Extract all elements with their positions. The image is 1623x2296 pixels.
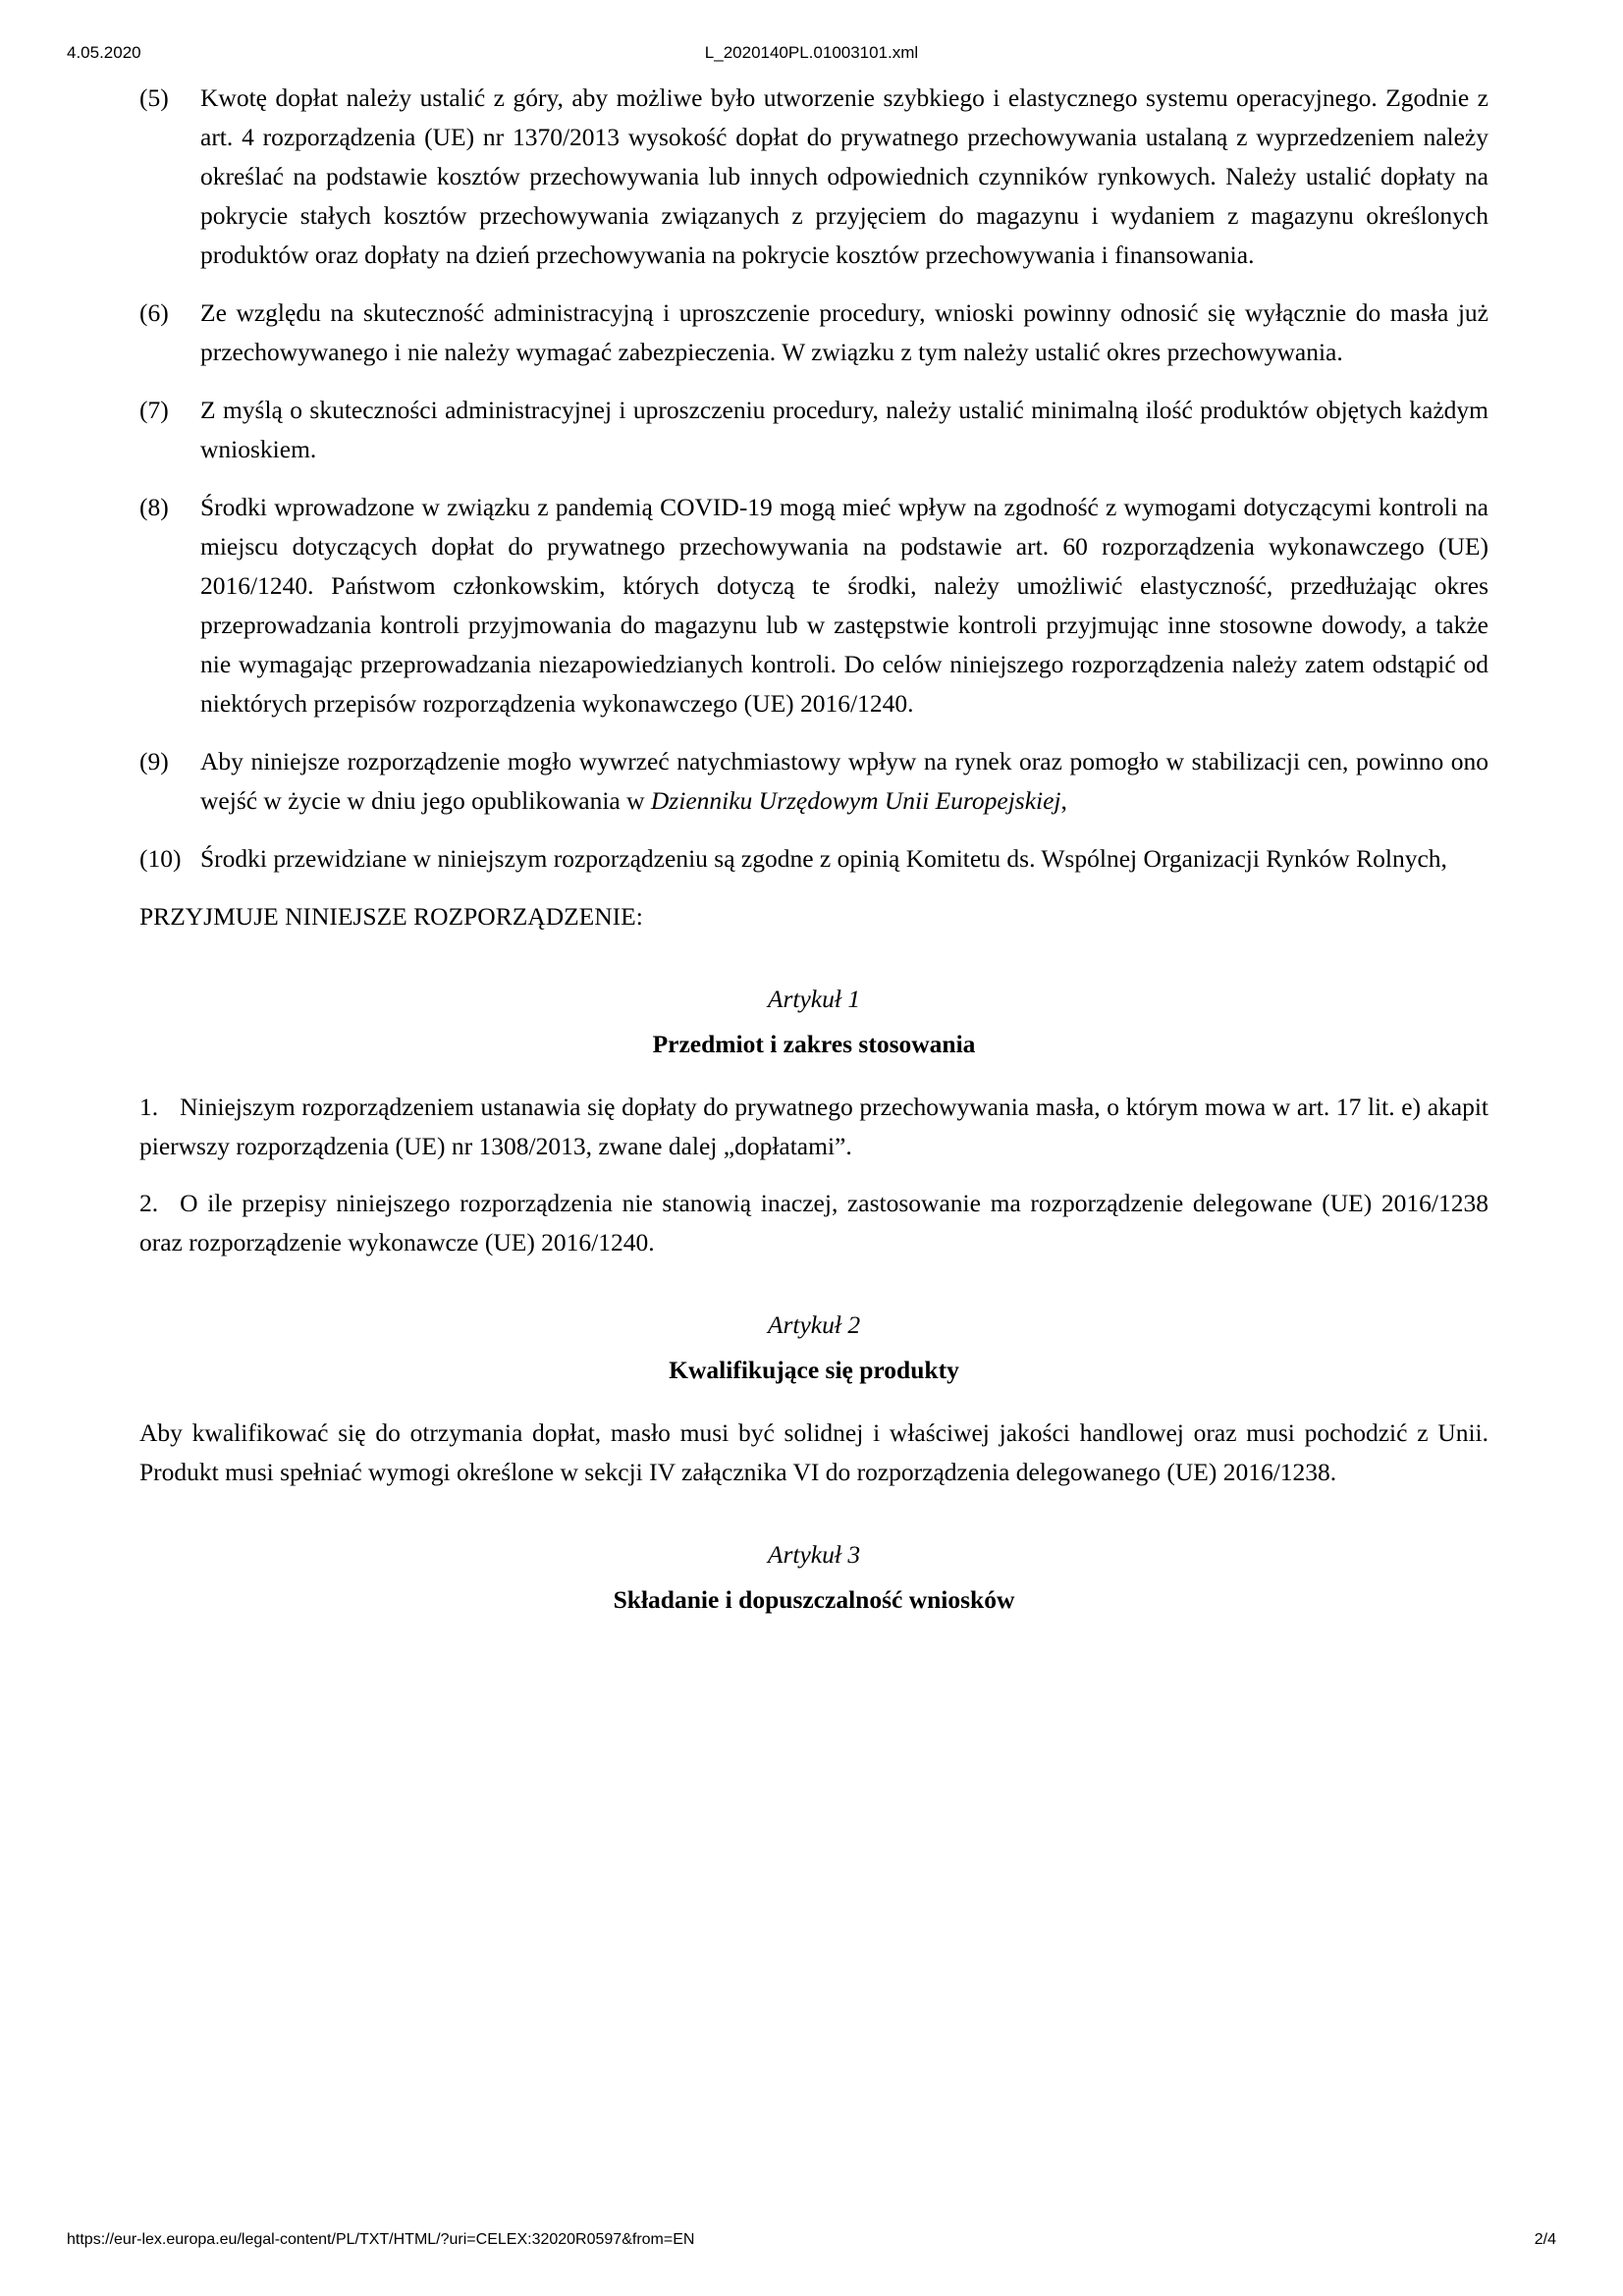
recital-item (139, 79, 1488, 275)
recital-text-before: Aby niniejsze rozporządzenie mogło wywrzeć natychmiastowy wpływ na rynek oraz pomogło w stabilizacji cen, powinno ono wejść w życie w dniu jego opublikowania w (200, 747, 1488, 815)
footer-source-url: https://eur-lex.europa.eu/legal-content/PL/TXT/HTML/?uri=CELEX:32020R0597&from=EN (67, 2231, 695, 2248)
recital-text (200, 742, 1488, 821)
paragraph-text: Niniejszym rozporządzeniem ustanawia się dopłaty do prywatnego przechowywania masła, o którym mowa w art. 17 lit. e) akapit pierwszy rozporządzenia (UE) nr 1308/2013, zwane dalej „dopłatami”. (139, 1093, 1488, 1160)
article-1-title: Artykuł 1 (767, 985, 861, 1013)
recital-text: Środki przewidziane w niniejszym rozporządzeniu są zgodne z opinią Komitetu ds. Wspólnej Organizacji Rynków Rolnych, (200, 844, 1447, 873)
recital-item (139, 391, 1488, 469)
page-header (0, 43, 1623, 65)
recital-item (139, 742, 1488, 821)
article-3-heading: Składanie i dopuszczalność wniosków (613, 1585, 1015, 1614)
article-2-paragraph-1: Aby kwalifikować się do otrzymania dopłat, masło musi być solidnej i właściwej jakości handlowej oraz musi pochodzić z Unii. Produkt musi spełniać wymogi określone w sekcji IV załącznika VI do rozporządzenia delegowanego (UE) 2016/1238. (139, 1418, 1488, 1486)
paragraph-number: 2. (139, 1189, 159, 1217)
recital-text: Z myślą o skuteczności administracyjnej i uproszczeniu procedury, należy ustalić minimalną ilość produktów objętych każdym wnioskiem. (200, 396, 1488, 463)
paragraph-number: 1. (139, 1093, 159, 1121)
recital-item (139, 488, 1488, 723)
recital-number: (8) (139, 493, 169, 521)
article-2-title: Artykuł 2 (767, 1310, 861, 1339)
recital-item (139, 294, 1488, 372)
recital-text: Kwotę dopłat należy ustalić z góry, aby możliwe było utworzenie szybkiego i elastycznego systemu operacyjnego. Zgodnie z art. 4 rozporządzenia (UE) nr 1370/2013 wysokość dopłat do prywatnego przechowywania ustalaną z wyprzedzeniem należy określać na podstawie kosztów przechowywania lub innych odpowiednich czynników rynkowych. Należy ustalić dopłaty na pokrycie stałych kosztów przechowywania związanych z przyjęciem do magazynu i wydaniem z magazynu określonych produktów oraz dopłaty na dzień przechowywania na pokrycie kosztów przechowywania i finansowania. (200, 83, 1488, 269)
footer-page-number: 2/4 (1534, 2231, 1556, 2248)
recital-number: (6) (139, 298, 169, 327)
article-1-paragraph-2 (139, 1184, 1488, 1262)
article-1-heading: Przedmiot i zakres stosowania (652, 1030, 976, 1058)
recital-italic-citation: Dzienniku Urzędowym Unii Europejskiej (650, 786, 1061, 815)
article-1-paragraph-1 (139, 1088, 1488, 1166)
header-document-ref: L_2020140PL.01003101.xml (704, 43, 919, 62)
recital-number: (7) (139, 396, 169, 424)
recital-item (139, 839, 1488, 879)
header-date: 4.05.2020 (67, 43, 141, 62)
recital-text: Ze względu na skuteczność administracyjną i uproszczenie procedury, wnioski powinny odnosić się wyłącznie do masła już przechowywanego i nie należy wymagać zabezpieczenia. W związku z tym należy ustalić okres przechowywania. (200, 298, 1488, 366)
paragraph-text: O ile przepisy niniejszego rozporządzenia nie stanowią inaczej, zastosowanie ma rozporządzenie delegowane (UE) 2016/1238 oraz rozporządzenie wykonawcze (UE) 2016/1240. (139, 1189, 1488, 1256)
document-body (139, 79, 1488, 1643)
article-2-heading: Kwalifikujące się produkty (669, 1356, 959, 1384)
article-3-title: Artykuł 3 (767, 1540, 861, 1569)
adoption-line: PRZYJMUJE NINIEJSZE ROZPORZĄDZENIE: (139, 902, 643, 931)
recital-number: (9) (139, 747, 169, 775)
page-footer (0, 2231, 1623, 2253)
recital-text: Środki wprowadzone w związku z pandemią COVID-19 mogą mieć wpływ na zgodność z wymogami dotyczącymi kontroli na miejscu dotyczących dopłat do prywatnego przechowywania na podstawie art. 60 rozporządzenia wykonawczego (UE) 2016/1240. Państwom członkowskim, których dotyczą te środki, należy umożliwić elastyczność, przedłużając okres przeprowadzania kontroli przyjmowania do magazynu lub w zastępstwie kontroli przyjmując inne stosowne dowody, a także nie wymagając przeprowadzania niezapowiedzianych kontroli. Do celów niniejszego rozporządzenia należy zatem odstąpić od niektórych przepisów rozporządzenia wykonawczego (UE) 2016/1240. (200, 493, 1488, 718)
recital-number: (5) (139, 83, 169, 112)
recital-number: (10) (139, 844, 182, 873)
recital-text-after: , (1060, 786, 1067, 815)
